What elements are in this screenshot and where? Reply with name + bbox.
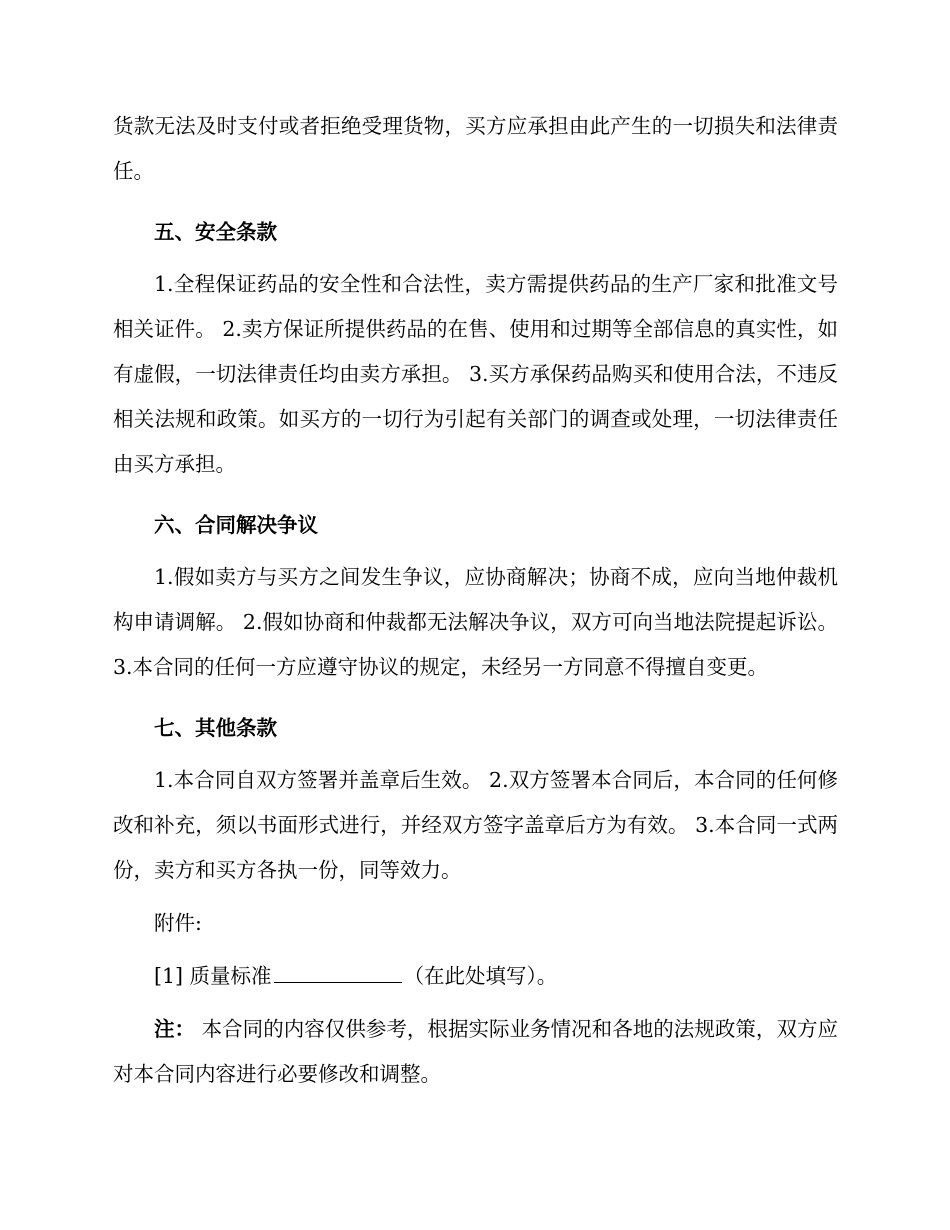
fill-in-blank-line[interactable] [274,962,402,983]
section-body-dispute: 1.假如卖方与买方之间发生争议，应协商解决；协商不成，应向当地仲裁机构申请调解。 2.假如协商和仲裁都无法解决争议，双方可向当地法院提起诉讼。 3.本合同的任何一方应遵守协议的规定，未经另一方同意不得擅自变更。 [113,565,838,679]
note-paragraph [113,1007,838,1097]
section-heading-safety: 五、安全条款 [154,220,277,244]
attachment-item-prefix: [1] 质量标准 [154,964,272,988]
document-page [113,104,838,1097]
section-body-safety: 1.全程保证药品的安全性和合法性，卖方需提供药品的生产厂家和批准文号相关证件。 2.卖方保证所提供药品的在售、使用和过期等全部信息的真实性，如有虚假，一切法律责任均由卖方承担。 3.买方承保药品购买和使用合法，不违反相关法规和政策。如买方的一切行为引起有关部门的调查或处理，一切法律责任由买方承担。 [113,272,838,476]
note-label: 注： [154,1017,196,1041]
attachment-item-suffix: （在此处填写）。 [403,964,558,988]
attachments-label: 附件: [154,911,202,935]
section-heading-dispute: 六、合同解决争议 [154,513,318,537]
note-body: 本合同的内容仅供参考，根据实际业务情况和各地的法规政策，双方应对本合同内容进行必要修改和调整。 [113,1017,839,1086]
attachment-item [113,954,838,999]
section-heading-other: 七、其他条款 [154,716,277,740]
section-body-other: 1.本合同自双方签署并盖章后生效。 2.双方签署本合同后，本合同的任何修改和补充，须以书面形式进行，并经双方签字盖章后方为有效。 3.本合同一式两份，卖方和买方各执一份，同等效力。 [113,768,838,882]
continuation-paragraph: 货款无法及时支付或者拒绝受理货物，买方应承担由此产生的一切损失和法律责任。 [113,114,838,183]
